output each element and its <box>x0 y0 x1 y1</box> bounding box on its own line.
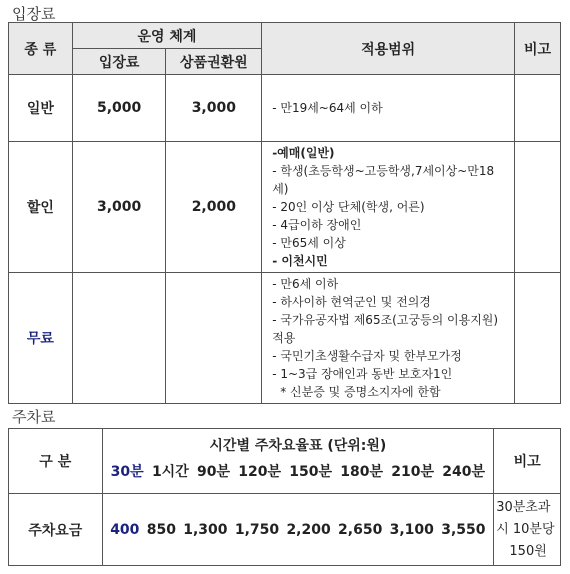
fee-value: 1,300 <box>183 521 228 538</box>
scope-line: - 이천시민 <box>272 254 328 268</box>
header-time-table <box>102 429 494 494</box>
table-row <box>9 494 561 566</box>
header-remarks: 비고 <box>515 23 561 75</box>
remarks-cell <box>515 75 561 142</box>
fees-cell <box>102 494 494 566</box>
scope-line: - 만19세~64세 이하 <box>272 101 383 115</box>
scope-line: - 학생(초등학생~고등학생,7세이상~만18 <box>272 164 495 178</box>
fee-value: 2,650 <box>338 521 383 538</box>
note-line: 시 10분당 <box>496 521 555 537</box>
fee-value: 1,750 <box>234 521 280 538</box>
scope-line: -예매(일반) <box>272 146 335 160</box>
table-row <box>9 75 561 142</box>
header-admission-fee: 입장료 <box>72 49 166 75</box>
time-slots <box>103 461 494 481</box>
scope-line: - 4급이하 장애인 <box>272 218 362 232</box>
remarks-cell <box>515 273 561 404</box>
scope-line: 적용 <box>272 331 296 345</box>
fee-value: 2,200 <box>286 521 331 538</box>
remarks-cell <box>515 142 561 273</box>
fee-values <box>103 522 494 538</box>
note-line: 30분초과 <box>496 499 551 515</box>
time-slot: 180분 <box>340 464 383 480</box>
admission-fee-cell <box>72 273 166 404</box>
admission-fee-cell: 3,000 <box>72 142 166 273</box>
row-label: 주차요금 <box>9 494 103 566</box>
time-slot: 150분 <box>289 464 332 480</box>
header-type: 종 류 <box>9 23 73 75</box>
time-slot: 210분 <box>391 464 434 480</box>
time-slot: 90분 <box>196 464 230 480</box>
admission-fee-cell: 5,000 <box>72 75 166 142</box>
fee-value: 400 <box>110 521 140 538</box>
scope-line: - 만6세 이하 <box>272 277 339 291</box>
voucher-cell: 2,000 <box>166 142 262 273</box>
time-slot: 30분 <box>110 464 144 480</box>
voucher-cell <box>166 273 262 404</box>
time-slot: 1시간 <box>151 464 189 480</box>
scope-cell <box>262 273 515 404</box>
parking-title: 주차료 <box>12 408 56 426</box>
header-system: 운영 체계 <box>72 23 261 49</box>
remarks-note <box>494 494 561 566</box>
header-voucher: 상품권환원 <box>166 49 262 75</box>
header-remarks: 비고 <box>494 429 561 494</box>
scope-line: - 국가유공자법 제65조(고궁등의 이용지원) <box>272 313 499 327</box>
scope-cell <box>262 75 515 142</box>
table-title: 시간별 주차요율표 (단위:원) <box>209 438 387 454</box>
admission-fee-table <box>8 22 561 404</box>
fee-value: 3,100 <box>389 521 434 538</box>
scope-line: - 20인 이상 단체(학생, 어른) <box>272 200 425 214</box>
type-cell: 무료 <box>9 273 73 404</box>
type-cell: 할인 <box>9 142 73 273</box>
fee-value: 850 <box>146 521 176 538</box>
voucher-cell: 3,000 <box>166 75 262 142</box>
scope-line: - 하사이하 현역군인 및 전의경 <box>272 295 431 309</box>
scope-line: - 만65세 이상 <box>272 236 346 250</box>
header-scope: 적용범위 <box>262 23 515 75</box>
note-line: 150원 <box>509 543 547 559</box>
scope-line: * 신분증 및 증명소지자에 한함 <box>280 385 441 399</box>
admission-title: 입장료 <box>12 5 56 23</box>
header-category: 구 분 <box>9 429 103 494</box>
time-slot: 240분 <box>442 464 485 480</box>
scope-line: - 1~3급 장애인과 동반 보호자1인 <box>272 367 453 381</box>
parking-fee-table <box>8 428 561 566</box>
time-slot: 120분 <box>238 464 281 480</box>
table-row <box>9 273 561 404</box>
type-cell: 일반 <box>9 75 73 142</box>
table-row <box>9 142 561 273</box>
scope-line: - 국민기초생활수급자 및 한부모가정 <box>272 349 462 363</box>
scope-line: 세) <box>272 182 289 196</box>
fee-value: 3,550 <box>441 521 486 538</box>
scope-cell <box>262 142 515 273</box>
